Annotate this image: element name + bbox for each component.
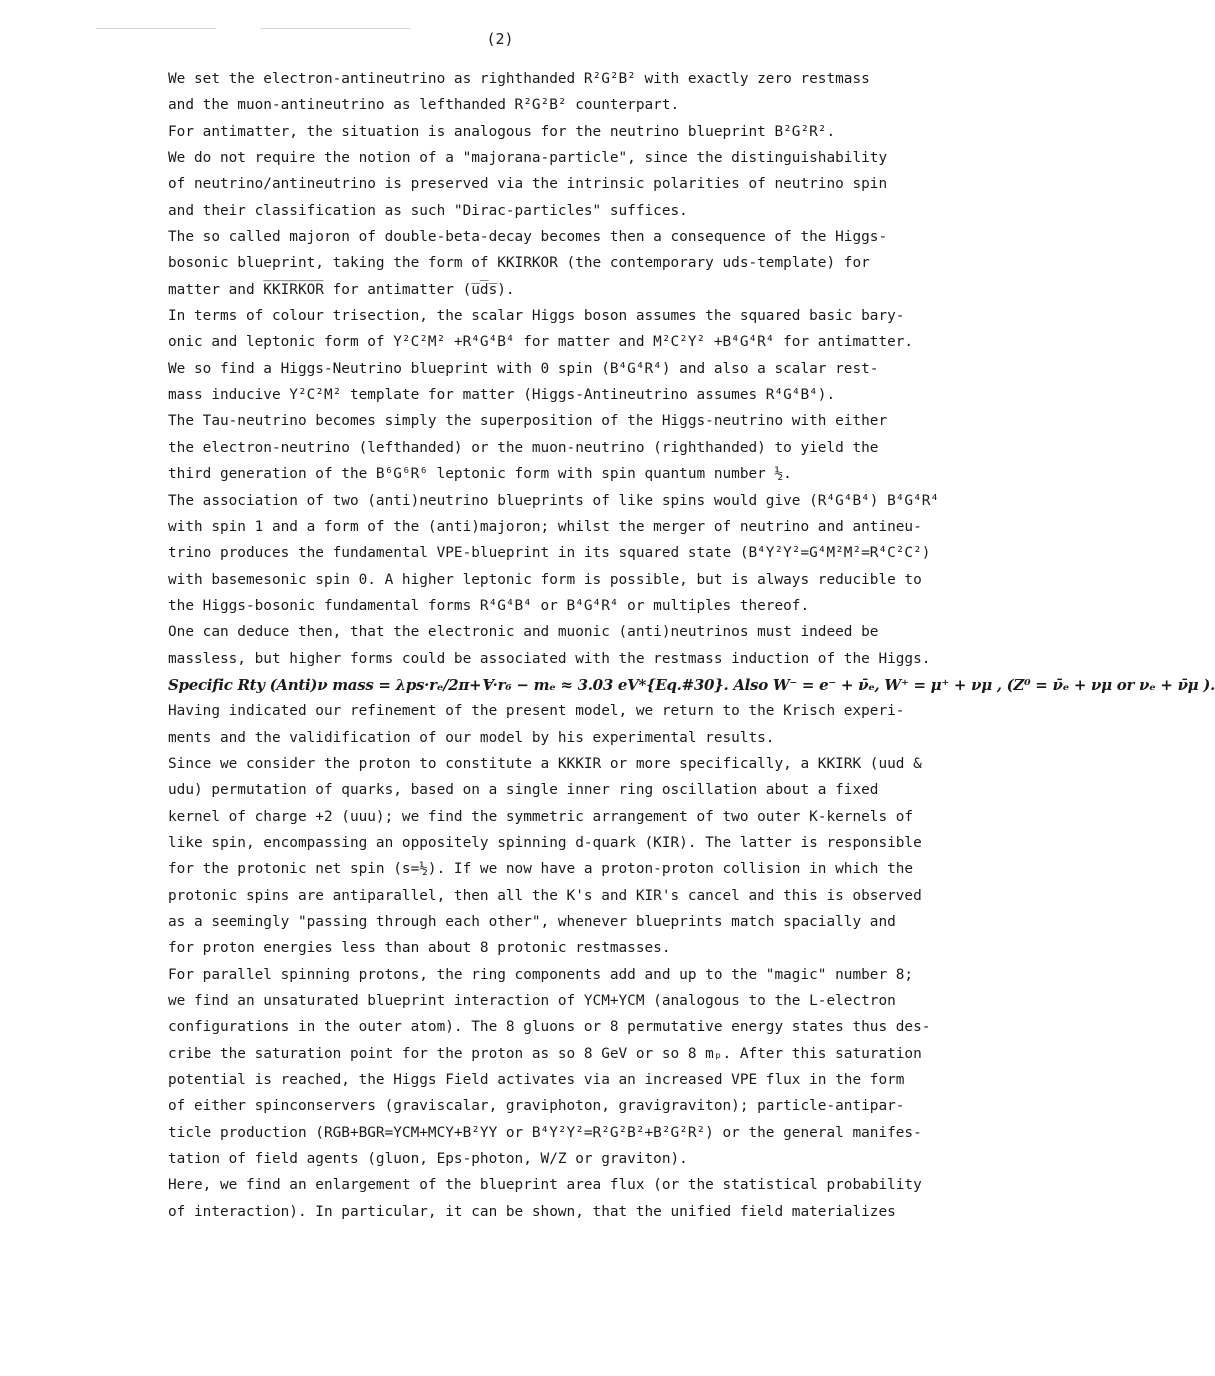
scan-edge-mark	[96, 28, 216, 29]
text-line: trino produces the fundamental VPE-blueprint in its squared state (B⁴Y²Y²=G⁴M²M²=R⁴C²C²)	[168, 545, 931, 562]
text-line: configurations in the outer atom). The 8 gluons or 8 permutative energy states thus des-	[168, 1019, 931, 1036]
text-line: of interaction). In particular, it can be shown, that the unified field materializes	[168, 1203, 896, 1220]
text-line: with spin 1 and a form of the (anti)majoron; whilst the merger of neutrino and antineu-	[168, 518, 922, 535]
text-line: We so find a Higgs-Neutrino blueprint with 0 spin (B⁴G⁴R⁴) and also a scalar rest-	[168, 360, 879, 377]
text-line: we find an unsaturated blueprint interaction of YCM+YCM (analogous to the L-electron	[168, 993, 896, 1010]
text-line: Having indicated our refinement of the present model, we return to the Krisch experi-	[168, 703, 905, 720]
text-line: kernel of charge +2 (uuu); we find the symmetric arrangement of two outer K-kernels of	[168, 808, 914, 825]
text-line: For parallel spinning protons, the ring components add and up to the "magic" number 8;	[168, 966, 914, 983]
text-line: The Tau-neutrino becomes simply the superposition of the Higgs-neutrino with either	[168, 413, 888, 430]
text-line: for proton energies less than about 8 protonic restmasses.	[168, 940, 671, 957]
text-line: ticle production (RGB+BGR=YCM+MCY+B²YY or B⁴Y²Y²=R²G²B²+B²G²R²) or the general manifes-	[168, 1124, 922, 1141]
text-line: as a seemingly "passing through each other", whenever blueprints match spacially and	[168, 914, 896, 930]
text-line: ments and the validification of our model by his experimental results.	[168, 729, 775, 746]
text-line: In terms of colour trisection, the scalar Higgs boson assumes the squared basic bary-	[168, 308, 905, 325]
text-line: tation of field agents (gluon, Eps-photon, W/Z or graviton).	[168, 1151, 688, 1168]
body-text	[168, 66, 1215, 1225]
text-line: for the protonic net spin (s=½). If we now have a proton-proton collision in which the	[168, 861, 914, 878]
text-line: Since we consider the proton to constitute a KKKIR or more specifically, a KKIRK (uud &	[168, 755, 922, 772]
text-line: We do not require the notion of a "majorana-particle", since the distinguishability	[168, 150, 888, 167]
text-line: of neutrino/antineutrino is preserved via the intrinsic polarities of neutrino spin	[168, 176, 888, 193]
text-line: Here, we find an enlargement of the blueprint area flux (or the statistical probability	[168, 1177, 922, 1194]
text-line: with basemesonic spin 0. A higher leptonic form is possible, but is always reducible to	[168, 571, 922, 588]
text-line: One can deduce then, that the electronic and muonic (anti)neutrinos must indeed be	[168, 624, 879, 641]
text-line: onic and leptonic form of Y²C²M² +R⁴G⁴B⁴ for matter and M²C²Y² +B⁴G⁴R⁴ for antimatter.	[168, 334, 914, 351]
handwritten-annotation: Specific Rty (Anti)ν mass = λps·rₑ/2π+Ɐ·r₆ − mₑ ≈ 3.03 eV*{Eq.#30}. Also W⁻ = e⁻ + ν̄ₑ, W⁺ = μ⁺ + νμ , (Z⁰ = ν̄ₑ + νμ or νₑ + ν̄μ ).	[168, 675, 1215, 694]
text-line: potential is reached, the Higgs Field activates via an increased VPE flux in the form	[168, 1072, 905, 1089]
text-line: matter and K̅K̅I̅R̅K̅O̅R̅ for antimatter (u̅d̅s̅).	[168, 281, 515, 298]
text-line: bosonic blueprint, taking the form of KKIRKOR (the contemporary uds-template) for	[168, 255, 870, 272]
text-line: protonic spins are antiparallel, then all the K's and KIR's cancel and this is observed	[168, 887, 922, 904]
text-line: mass inducive Y²C²M² template for matter (Higgs-Antineutrino assumes R⁴G⁴B⁴).	[168, 387, 836, 404]
text-line: third generation of the B⁶G⁶R⁶ leptonic form with spin quantum number ½.	[168, 466, 792, 483]
text-line: The so called majoron of double-beta-decay becomes then a consequence of the Higgs-	[168, 229, 888, 246]
text-line: like spin, encompassing an oppositely spinning d-quark (KIR). The latter is responsible	[168, 834, 922, 851]
text-line: and the muon-antineutrino as lefthanded R²G²B² counterpart.	[168, 97, 680, 114]
text-line: the Higgs-bosonic fundamental forms R⁴G⁴B⁴ or B⁴G⁴R⁴ or multiples thereof.	[168, 597, 810, 614]
text-line: udu) permutation of quarks, based on a single inner ring oscillation about a fixed	[168, 782, 879, 799]
page-number: (2)	[486, 30, 514, 48]
text-line: the electron-neutrino (lefthanded) or the muon-neutrino (righthanded) to yield the	[168, 439, 879, 456]
text-line: For antimatter, the situation is analogous for the neutrino blueprint B²G²R².	[168, 123, 836, 140]
text-line: cribe the saturation point for the proton as so 8 GeV or so 8 mₚ. After this saturation	[168, 1045, 922, 1062]
text-line: and their classification as such "Dirac-particles" suffices.	[168, 202, 688, 219]
text-line: massless, but higher forms could be associated with the restmass induction of the Higgs.	[168, 650, 931, 667]
scan-edge-mark	[260, 28, 410, 29]
text-line: We set the electron-antineutrino as righthanded R²G²B² with exactly zero restmass	[168, 71, 870, 87]
text-line: The association of two (anti)neutrino blueprints of like spins would give (R⁴G⁴B⁴) B⁴G⁴R⁴	[168, 492, 940, 509]
text-line: of either spinconservers (graviscalar, graviphoton, gravigraviton); particle-antipar-	[168, 1098, 905, 1115]
